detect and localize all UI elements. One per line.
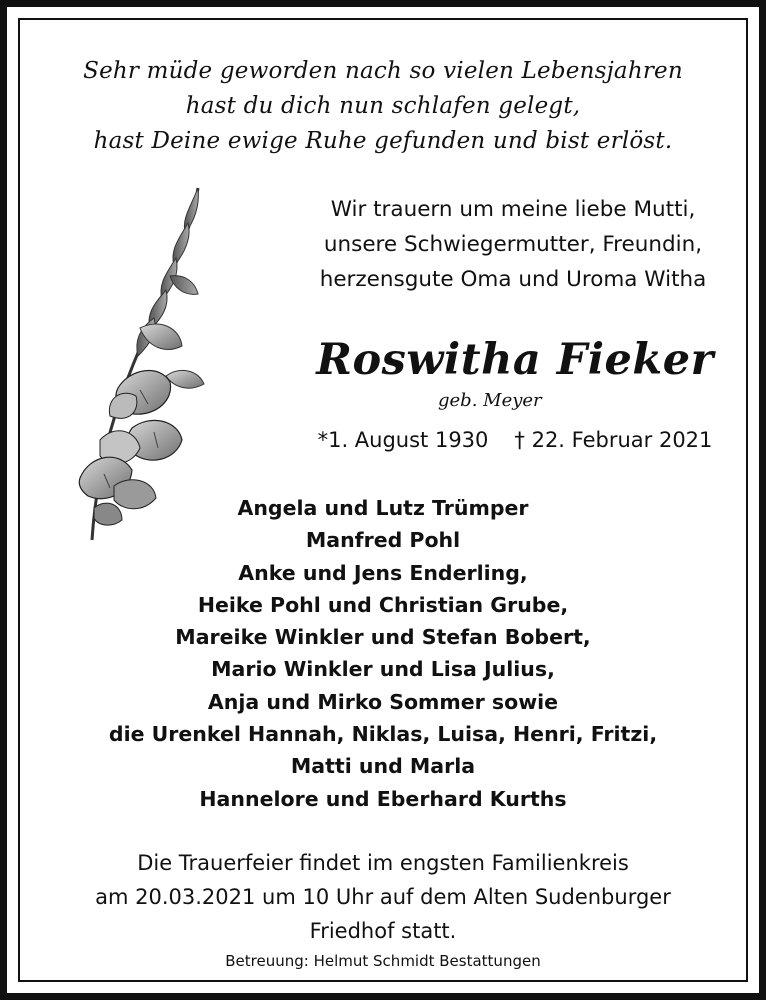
service-line: am 20.03.2021 um 10 Uhr auf dem Alten Sudenburger — [95, 885, 671, 909]
service-info — [20, 846, 746, 948]
life-dates — [285, 424, 745, 456]
mourner-line: Manfred Pohl — [305, 528, 461, 553]
mourner-line: Anja und Mirko Sommer sowie — [207, 689, 559, 714]
deceased-name: Roswitha Fieker — [316, 335, 714, 385]
gladiolus-flower-icon — [70, 178, 210, 543]
poem-line: hast du dich nun schlafen gelegt, — [185, 93, 581, 119]
intro-line: Wir trauern um meine liebe Mutti, — [330, 197, 696, 222]
mourner-line: Mario Winkler und Lisa Julius, — [211, 657, 555, 682]
mourner-line: Anke und Jens Enderling, — [238, 560, 528, 585]
inner-frame — [18, 18, 748, 982]
poem-line: Sehr müde geworden nach so vielen Lebensjahren — [83, 58, 683, 84]
mourner-line: Angela und Lutz Trümper — [237, 496, 529, 520]
maiden-name: geb. Meyer — [438, 390, 542, 411]
intro-text — [288, 192, 738, 297]
mourner-line: die Urenkel Hannah, Niklas, Luisa, Henri, Fritzi, — [108, 722, 658, 747]
mourners-list — [20, 492, 746, 815]
death-date: † 22. Februar 2021 — [514, 428, 713, 452]
service-line: Friedhof statt. — [309, 919, 457, 943]
poem — [20, 54, 746, 159]
mourner-line: Matti und Marla — [290, 754, 476, 779]
mourner-line: Heike Pohl und Christian Grube, — [197, 592, 569, 617]
intro-line: unsere Schwiegermutter, Freundin, — [323, 232, 703, 257]
service-line: Die Trauerfeier findet im engsten Familienkreis — [137, 851, 629, 875]
mourner-line: Hannelore und Eberhard Kurths — [199, 786, 567, 811]
birth-date: *1. August 1930 — [317, 428, 489, 452]
mourner-line: Mareike Winkler und Stefan Bobert, — [175, 625, 591, 650]
undertaker-credit: Betreuung: Helmut Schmidt Bestattungen — [225, 952, 541, 970]
poem-line: hast Deine ewige Ruhe gefunden und bist erlöst. — [93, 128, 673, 154]
intro-line: herzensgute Oma und Uroma Witha — [319, 267, 707, 292]
